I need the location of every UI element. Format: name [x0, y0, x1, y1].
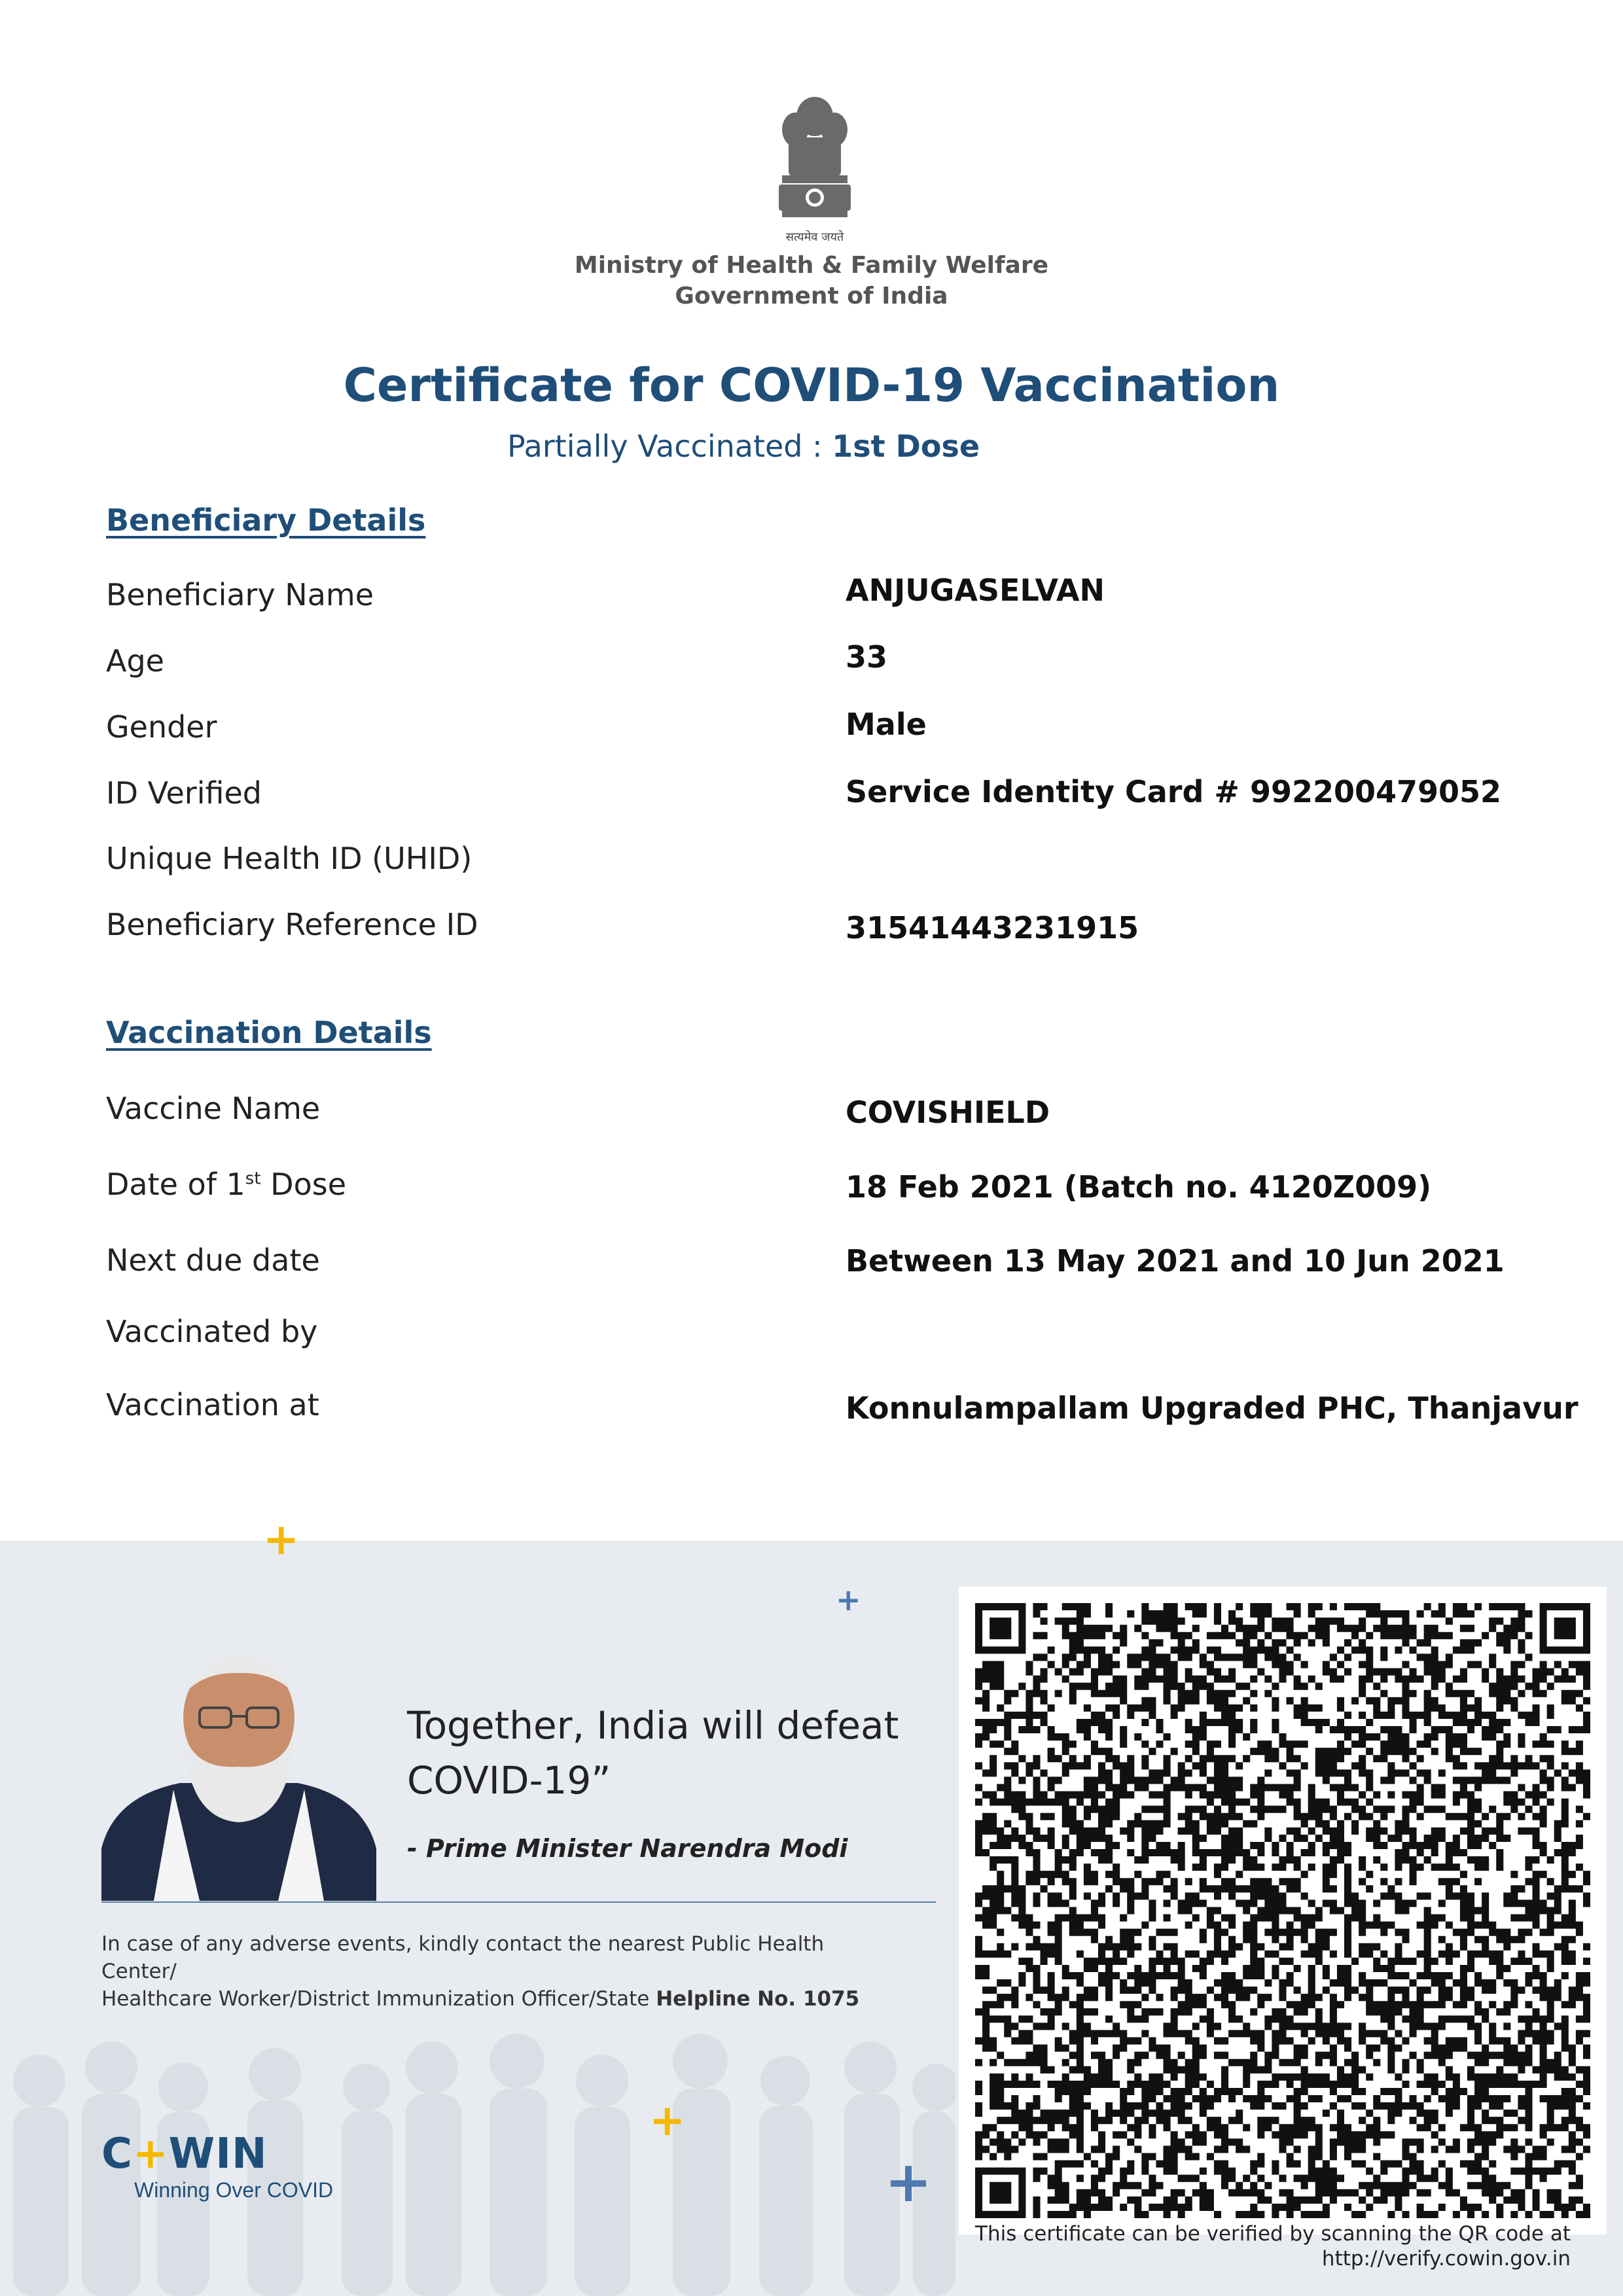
beneficiary-reference-id-label: Beneficiary Reference ID: [106, 907, 478, 942]
verify-url: http://verify.cowin.gov.in: [1321, 2247, 1571, 2270]
cowin-logo: [101, 2130, 333, 2202]
beneficiary-reference-id-value: 31541443231915: [846, 910, 1139, 945]
status-dose: 1st Dose: [832, 429, 980, 464]
quote-author: - Prime Minister Narendra Modi: [407, 1834, 848, 1863]
beneficiary-name-label: Beneficiary Name: [106, 577, 374, 612]
uhid-label: Unique Health ID (UHID): [106, 841, 473, 876]
vaccination-status: [507, 429, 980, 464]
emblem-motto: सत्यमेव जयते: [785, 230, 844, 244]
id-verified-label: ID Verified: [106, 775, 262, 811]
first-dose-label-pre: Date of 1: [106, 1167, 245, 1202]
adverse-line-2-text: Healthcare Worker/District Immunization Officer/State: [101, 1987, 656, 2011]
beneficiary-name-value: ANJUGASELVAN: [846, 573, 1105, 608]
decorative-plus-blue-icon: +: [885, 2149, 933, 2215]
adverse-line-2: [101, 1985, 887, 2013]
gender-value: Male: [846, 707, 927, 742]
id-verified-value: Service Identity Card # 992200479052: [846, 774, 1502, 809]
age-value: 33: [846, 639, 888, 675]
decorative-plus-yellow-icon: +: [649, 2095, 686, 2146]
next-due-date-value: Between 13 May 2021 and 10 Jun 2021: [846, 1243, 1505, 1279]
vaccinated-by-label: Vaccinated by: [106, 1314, 318, 1349]
status-prefix: Partially Vaccinated :: [507, 429, 832, 464]
cowin-tagline: Winning Over COVID: [134, 2178, 334, 2202]
decorative-plus-yellow-icon: +: [263, 1514, 300, 1564]
ministry-name: Ministry of Health & Family Welfare: [574, 252, 1049, 279]
helpline-number: Helpline No. 1075: [656, 1987, 860, 2011]
certificate-title: Certificate for COVID-19 Vaccination: [343, 359, 1280, 412]
government-name: Government of India: [675, 283, 948, 309]
cowin-rest: WIN: [168, 2130, 268, 2178]
qr-code-icon: [975, 1603, 1590, 2218]
national-emblem-icon: [769, 92, 861, 249]
verify-line-1: This certificate can be verified by scanning the QR code at: [975, 2222, 1571, 2246]
next-due-date-label: Next due date: [106, 1243, 320, 1278]
cowin-plus-icon: +: [132, 2130, 169, 2178]
quote-line-2: COVID-19”: [407, 1758, 611, 1803]
prime-minister-photo-icon: [101, 1652, 376, 1901]
verification-note: [975, 2221, 1571, 2271]
qr-code: [959, 1587, 1607, 2234]
beneficiary-details-heading: Beneficiary Details: [106, 503, 426, 538]
footer-divider: [101, 1901, 936, 1903]
vaccine-name-value: COVISHIELD: [846, 1095, 1050, 1130]
adverse-line-1: In case of any adverse events, kindly contact the nearest Public Health Center/: [101, 1932, 825, 1983]
cowin-wordmark: [101, 2130, 333, 2178]
gender-label: Gender: [106, 709, 217, 745]
first-dose-date-label: [106, 1167, 346, 1202]
adverse-events-notice: [101, 1930, 887, 2013]
quote-line-1: Together, India will defeat: [407, 1703, 899, 1748]
first-dose-label-post: Dose: [260, 1167, 346, 1202]
age-label: Age: [106, 643, 164, 679]
vaccination-at-label: Vaccination at: [106, 1387, 319, 1422]
first-dose-date-value: 18 Feb 2021 (Batch no. 4120Z009): [846, 1169, 1432, 1205]
quote-text: [407, 1698, 918, 1808]
decorative-plus-blue-icon: +: [836, 1582, 861, 1617]
first-dose-label-sup: st: [245, 1169, 261, 1189]
vaccine-name-label: Vaccine Name: [106, 1091, 321, 1126]
vaccination-at-value: Konnulampallam Upgraded PHC, Thanjavur: [846, 1390, 1578, 1426]
cowin-c: C: [101, 2130, 133, 2178]
vaccination-details-heading: Vaccination Details: [106, 1015, 432, 1050]
